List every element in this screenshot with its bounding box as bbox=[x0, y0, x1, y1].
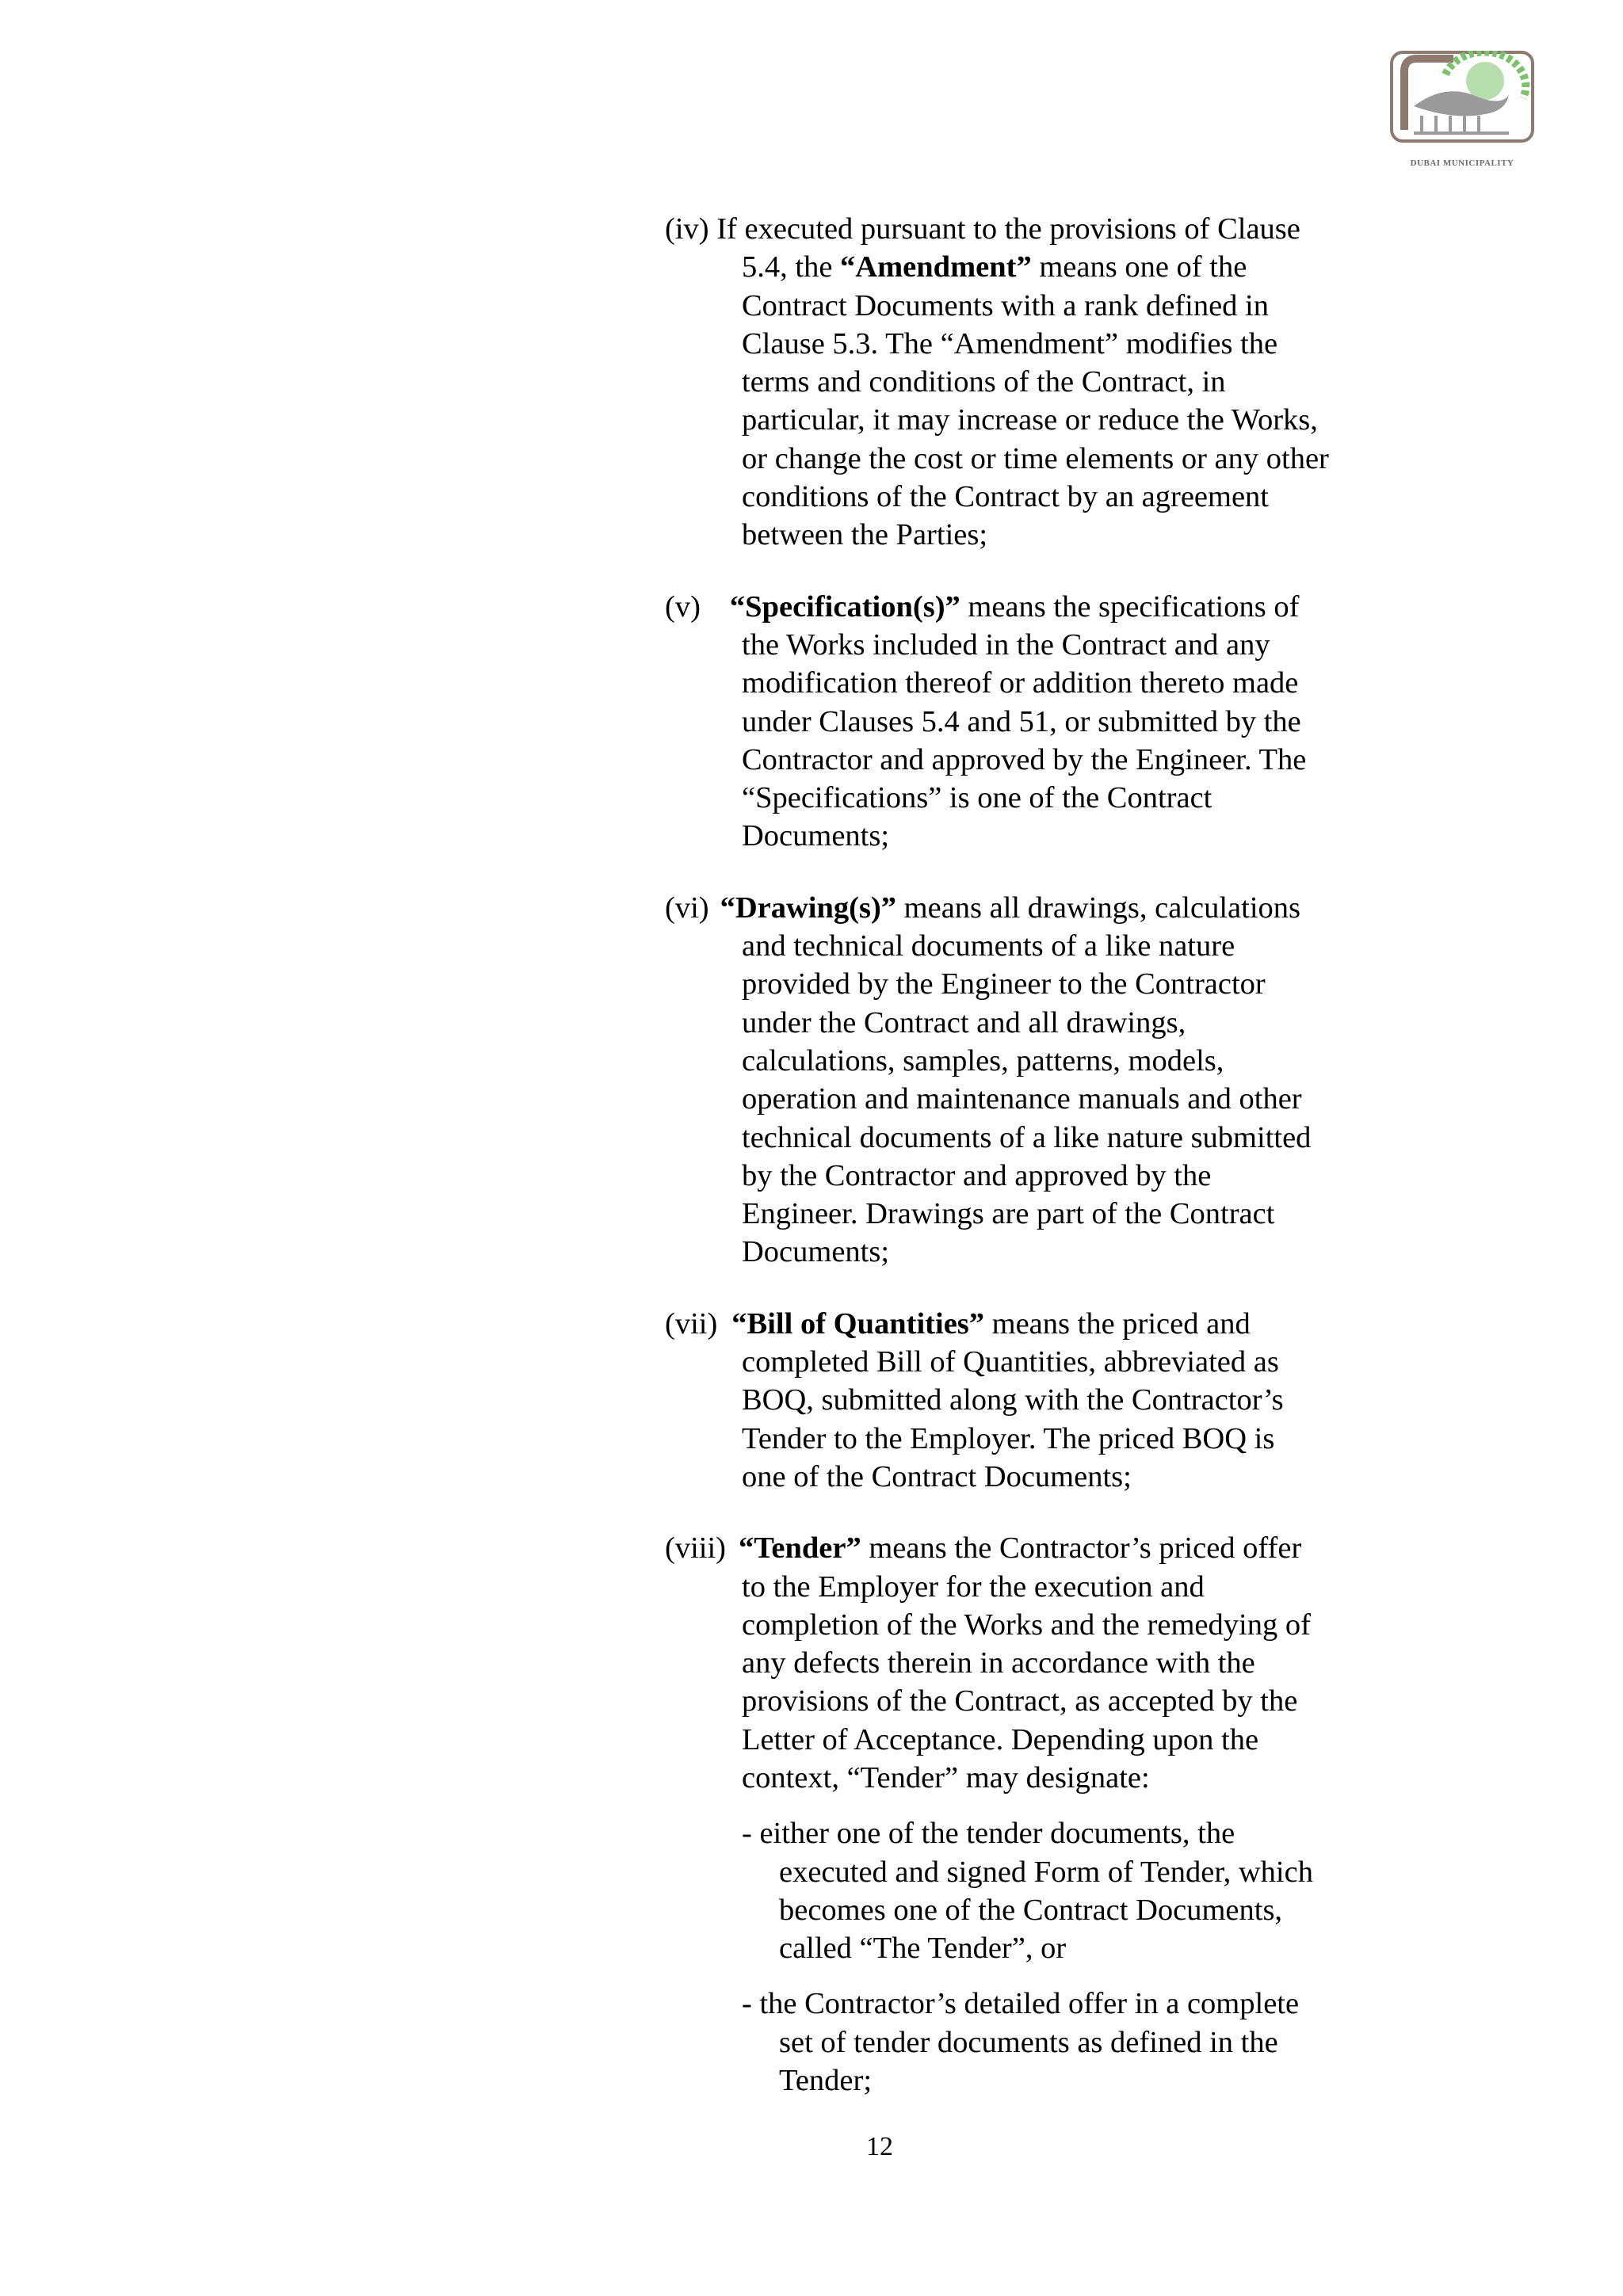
clause-v-line: the Works included in the Contract and any bbox=[742, 627, 1270, 662]
clause-viii-text: means the Contractor’s priced offer bbox=[861, 1531, 1302, 1566]
clause-v-line: modification thereof or addition thereto made bbox=[742, 666, 1299, 700]
spacer bbox=[665, 856, 1378, 889]
dash-item-line: called “The Tender”, or bbox=[779, 1932, 1067, 1966]
clause-viii-line: provisions of the Contract, as accepted by the bbox=[742, 1684, 1298, 1718]
clause-iv-line: terms and conditions of the Contract, in bbox=[742, 365, 1226, 399]
clause-vi-line: and technical documents of a like nature bbox=[742, 929, 1235, 963]
clause-iv-line: particular, it may increase or reduce the Works, bbox=[742, 403, 1318, 437]
clause-iv-line: conditions of the Contract by an agreement bbox=[742, 480, 1269, 514]
clause-v-first-line bbox=[665, 588, 1378, 626]
clause-viii-line: Letter of Acceptance. Depending upon the bbox=[742, 1722, 1259, 1756]
clause-viii-first-line bbox=[665, 1529, 1378, 1567]
clause-vii-line: Tender to the Employer. The priced BOQ is bbox=[742, 1421, 1275, 1455]
dash-item-line: Tender; bbox=[779, 2064, 873, 2098]
clause-vi-first-line bbox=[665, 889, 1378, 927]
clause-iv-line: Clause 5.3. The “Amendment” modifies the bbox=[742, 326, 1278, 360]
dash-item-line: becomes one of the Contract Documents, bbox=[779, 1893, 1283, 1927]
logo-text: DUBAI MUNICIPALITY bbox=[1410, 158, 1514, 168]
clause-vii-line: one of the Contract Documents; bbox=[742, 1459, 1132, 1493]
spacer bbox=[665, 555, 1378, 588]
clause-vii-line: BOQ, submitted along with the Contractor’s bbox=[742, 1383, 1284, 1417]
clause-iv-line bbox=[742, 248, 1378, 286]
clause-vi-line: by the Contractor and approved by the bbox=[742, 1158, 1212, 1192]
clause-vi-line: under the Contract and all drawings, bbox=[742, 1005, 1186, 1039]
term-drawings: “Drawing(s)” bbox=[720, 891, 897, 925]
page-number: 12 bbox=[866, 2132, 893, 2161]
clause-v-line: Documents; bbox=[742, 819, 890, 853]
clause-iv-text: 5.4, the bbox=[742, 250, 841, 284]
term-specifications: “Specification(s)” bbox=[729, 589, 960, 624]
dash-item-first-line: - either one of the tender documents, the bbox=[742, 1817, 1235, 1851]
clause-v-line: “Specifications” is one of the Contract bbox=[742, 781, 1212, 815]
clause-viii-line: to the Employer for the execution and bbox=[742, 1569, 1205, 1604]
clause-vi-line: provided by the Engineer to the Contractor bbox=[742, 967, 1266, 1001]
clause-viii-line: context, “Tender” may designate: bbox=[742, 1760, 1150, 1794]
clause-iv-text: means one of the bbox=[1031, 250, 1247, 284]
dash-item-line: set of tender documents as defined in the bbox=[779, 2025, 1278, 2059]
clause-vi-text: means all drawings, calculations bbox=[896, 891, 1301, 925]
clause-vi-line: operation and maintenance manuals and other bbox=[742, 1082, 1302, 1116]
clause-number: (viii) bbox=[665, 1531, 726, 1566]
clause-iv-line: or change the cost or time elements or any other bbox=[742, 441, 1329, 475]
clause-iv-line: between the Parties; bbox=[742, 518, 988, 552]
term-amendment: “Amendment” bbox=[840, 250, 1032, 284]
spacer bbox=[665, 1496, 1378, 1529]
clause-vii-first-line bbox=[665, 1305, 1378, 1343]
clause-number: (vi) bbox=[665, 891, 709, 925]
term-tender: “Tender” bbox=[738, 1531, 861, 1566]
term-bill-of-quantities: “Bill of Quantities” bbox=[731, 1306, 985, 1341]
clause-vii-line: completed Bill of Quantities, abbreviated as bbox=[742, 1345, 1279, 1379]
clause-vii bbox=[665, 1305, 1378, 1496]
clause-v bbox=[665, 588, 1378, 856]
dubai-municipality-logo bbox=[1387, 51, 1537, 174]
clause-vi-line: Documents; bbox=[742, 1235, 890, 1269]
tender-option-1 bbox=[742, 1814, 1378, 1967]
clause-vi-line: Engineer. Drawings are part of the Contract bbox=[742, 1197, 1275, 1231]
logo-emblem-icon bbox=[1390, 51, 1534, 144]
clause-number: (vii) bbox=[665, 1306, 718, 1341]
dash-item-first-line: - the Contractor’s detailed offer in a complete bbox=[742, 1987, 1300, 2021]
clause-vi bbox=[665, 889, 1378, 1272]
spacer bbox=[665, 1967, 1378, 1985]
clause-vi-line: technical documents of a like nature submitted bbox=[742, 1120, 1312, 1154]
clause-iv bbox=[665, 210, 1378, 555]
clause-viii-line: any defects therein in accordance with the bbox=[742, 1646, 1255, 1680]
clause-v-line: under Clauses 5.4 and 51, or submitted by the bbox=[742, 704, 1301, 738]
dash-item-line: executed and signed Form of Tender, which bbox=[779, 1855, 1313, 1889]
clause-vi-line: calculations, samples, patterns, models, bbox=[742, 1043, 1224, 1077]
tender-option-2 bbox=[742, 1985, 1378, 2100]
clause-iv-line: Contract Documents with a rank defined in bbox=[742, 288, 1270, 322]
clause-iv-first-line: (iv) If executed pursuant to the provisions of Clause bbox=[665, 212, 1300, 246]
clause-viii bbox=[665, 1529, 1378, 1797]
clause-viii-line: completion of the Works and the remedying of bbox=[742, 1608, 1311, 1642]
definitions-column bbox=[665, 210, 1378, 2100]
clause-v-text: means the specifications of bbox=[960, 589, 1300, 624]
clause-v-line: Contractor and approved by the Engineer. The bbox=[742, 742, 1307, 776]
clause-number: (v) bbox=[665, 589, 701, 624]
clause-vii-text: means the priced and bbox=[984, 1306, 1251, 1341]
spacer bbox=[665, 1797, 1378, 1814]
spacer bbox=[665, 1272, 1378, 1305]
